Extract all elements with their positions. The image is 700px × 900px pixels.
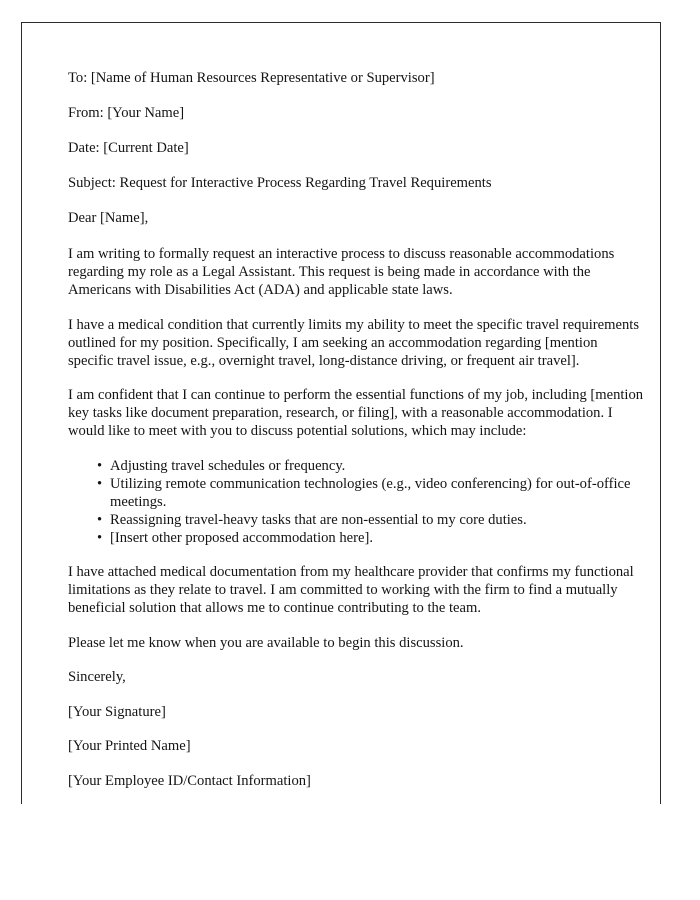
list-item-label: [Insert other proposed accommodation here]. [110,529,373,546]
letter-field-to: To: [Name of Human Resources Representative or Supervisor] [68,70,435,86]
letter-paragraph-medical-condition: I have a medical condition that currently limits my ability to meet the specific travel requirements outlined for my position. Specifically, I am seeking an accommodation regarding [mention specific travel issue, e.g., overnight travel, long-distance driving, or frequent air travel]. [68,316,639,369]
letter-paragraph-request: I am writing to formally request an interactive process to discuss reasonable accommodations regarding my role as a Legal Assistant. This request is being made in accordance with the Americans with Disabilities Act (ADA) and applicable state laws. [68,246,615,298]
list-item [68,457,644,475]
letter-paragraph-availability: Please let me know when you are available to begin this discussion. [68,634,464,651]
letter-field-date: Date: [Current Date] [68,140,189,156]
document-page-frame [21,22,661,804]
letter-field-from: From: [Your Name] [68,105,185,121]
list-item [68,511,644,529]
list-item-label: Adjusting travel schedules or frequency. [110,457,346,474]
list-item [68,475,644,511]
letter-body [68,69,644,790]
bullet-icon: • [97,475,103,492]
list-item-label: Reassigning travel-heavy tasks that are non-essential to my core duties. [110,511,527,528]
letter-paragraph-documentation: I have attached medical documentation from my healthcare provider that confirms my functional limitations as they relate to travel. I am committed to working with the firm to find a mutually beneficial solution that allows me to continue contributing to the team. [68,564,634,616]
letter-paragraph-essential-functions: I am confident that I can continue to perform the essential functions of my job, including [mention key tasks like document preparation, research, or filing], with a reasonable accommodation. I would like to meet with you to discuss potential solutions, which may include: [68,387,644,439]
bullet-icon: • [97,511,103,528]
list-item-label: Utilizing remote communication technologies (e.g., video conferencing) for out-of-office meetings. [110,475,631,510]
letter-contact-info-placeholder: [Your Employee ID/Contact Information] [68,772,311,789]
letter-salutation: Dear [Name], [68,210,149,226]
letter-closing-salutation: Sincerely, [68,669,126,685]
proposed-accommodations-list [68,457,644,547]
letter-field-subject: Subject: Request for Interactive Process Regarding Travel Requirements [68,175,492,191]
bullet-icon: • [97,457,103,474]
letter-signature-placeholder: [Your Signature] [68,703,166,720]
letter-printed-name-placeholder: [Your Printed Name] [68,738,191,754]
list-item [68,529,644,547]
letter-signature-block [68,668,644,790]
bullet-icon: • [97,529,103,546]
